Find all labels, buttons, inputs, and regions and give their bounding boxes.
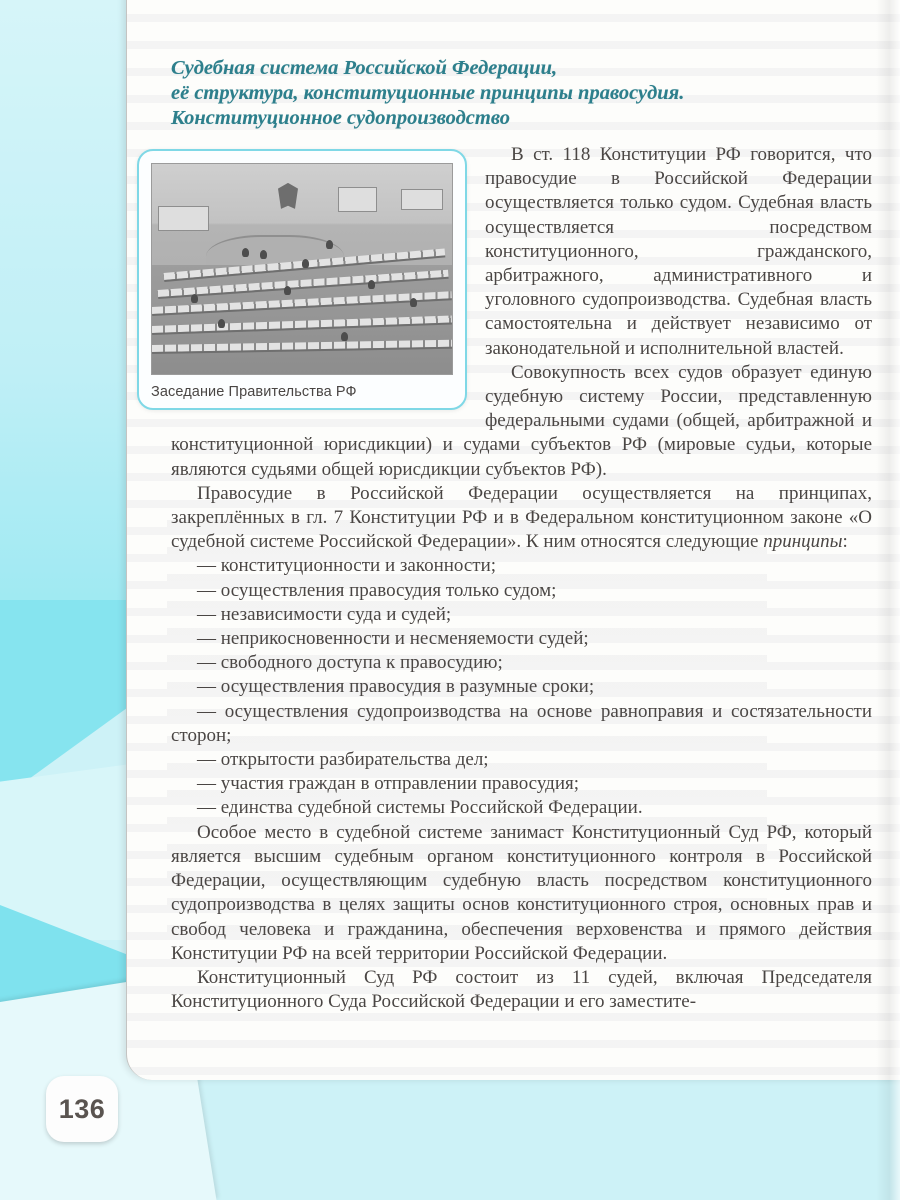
paragraph-1: В ст. 118 Конституции РФ говорится, что правосудие в Российской Федерации осуществляется только судом. Судебная власть осуществляется посредством конституционного, гражданского, арбитражного, административного и уголовного судопроизводства. Судебная власть самостоятельна и действует независимо от законодательной и исполнительной властей.: [485, 144, 872, 359]
page-content: [127, 0, 900, 1014]
principles-list: [171, 554, 872, 820]
list-item: — неприкосновенности и несменяемости судей;: [197, 628, 589, 650]
list-item: — осуществления правосудия только судом;: [197, 579, 557, 601]
page-title-line-1: Судебная система Российской Федерации,: [171, 57, 558, 79]
paragraph-5: Конституционный Суд РФ состоит из 11 судей, включая Председателя Конституционного Суда Российской Федерации и его заместите-: [171, 966, 872, 1013]
list-item: — осуществления правосудия в разумные сроки;: [197, 676, 595, 698]
list-item: — единства судебной системы Российской Федерации.: [197, 797, 643, 819]
page-number: 136: [46, 1076, 118, 1142]
paragraph-3-emphasis: принципы: [763, 531, 843, 553]
paragraph-3-tail: :: [842, 531, 848, 553]
page-title: [171, 56, 872, 131]
paragraph-4: Особое место в судебной системе занимаст Конституционный Суд РФ, который является высшим судебным органом конституционного контроля в Российской Федерации, осуществляющим судебную власть посредством конституционного судопроизводства в целях защиты основ конституционного строя, основных прав и свобод человека и гражданина, обеспечения верховенства и прямого действия Конституции РФ на всей территории Российской Федерации.: [171, 821, 872, 964]
page-title-line-3: Конституционное судопроизводство: [171, 107, 510, 129]
figure-caption: Заседание Правительства РФ: [151, 384, 357, 400]
list-item: — независимости суда и судей;: [197, 603, 452, 625]
page-sheet: [126, 0, 900, 1080]
list-item: — открытости разбирательства дел;: [197, 749, 489, 771]
list-item: — осуществления судопроизводства на основе равноправия и состязательности сторон;: [171, 700, 872, 746]
list-item: — конституционности и законности;: [197, 555, 497, 577]
list-item: — свободного доступа к правосудию;: [197, 652, 503, 674]
paragraph-3-lead: Правосудие в Российской Федерации осуществляется на принципах, закреплённых в гл. 7 Конституции РФ и в Федеральном конституционном законе «О судебной системе Российской Федерации». К ним относятся следующие: [171, 482, 872, 553]
paragraph-3: [171, 482, 872, 555]
hall-seat-rows: [152, 164, 452, 374]
page-title-line-2: её структура, конституционные принципы правосудия.: [171, 82, 685, 104]
figure-government-session: [137, 149, 467, 410]
figure-image: [151, 163, 453, 375]
list-item: — участия граждан в отправлении правосудия;: [197, 773, 580, 795]
paragraph-2: Совокупность всех судов образует единую судебную систему России, представленную федеральными судами (общей, арбитражной и конституционной юрисдикции) и судами субъектов РФ (мировые судьи, которые являются судьями общей юрисдикции субъектов РФ).: [171, 361, 872, 480]
